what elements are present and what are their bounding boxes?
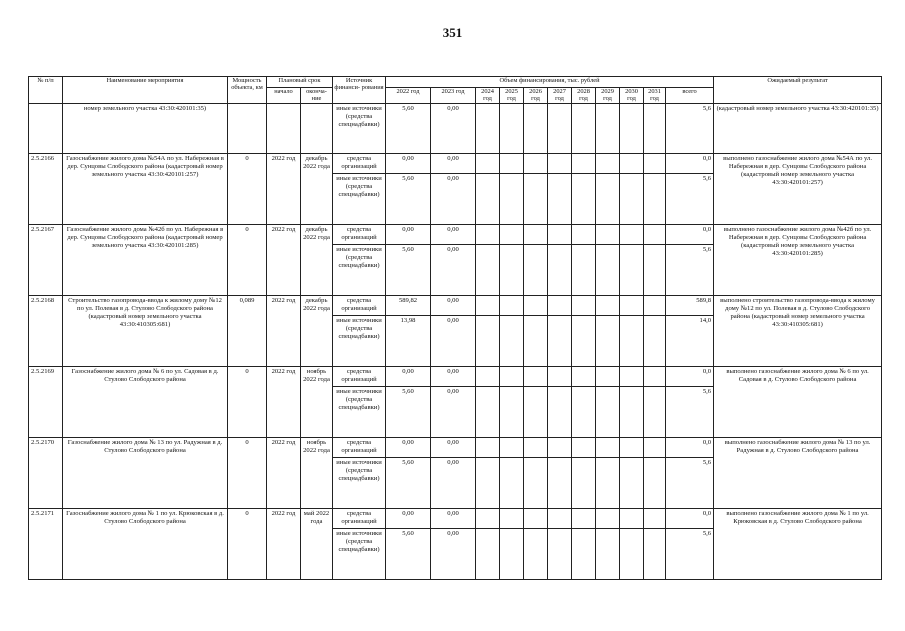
cell-2029	[596, 225, 620, 245]
cell-2029	[596, 154, 620, 174]
cell-2026	[524, 245, 548, 296]
cell-num: 2.5.2170	[29, 438, 63, 509]
cell-source: средства организаций	[333, 225, 386, 245]
table-row	[29, 367, 882, 387]
cell-2023: 0,00	[431, 509, 476, 529]
cell-2028	[572, 245, 596, 296]
cell-num: 2.5.2171	[29, 509, 63, 580]
cell-total: 5,6	[666, 458, 714, 509]
header-name: Наименование мероприятия	[63, 77, 228, 104]
cell-2031	[644, 387, 666, 438]
cell-2028	[572, 104, 596, 154]
header-source: Источник финанси- рования	[333, 77, 386, 104]
cell-2029	[596, 316, 620, 367]
cell-source: средства организаций	[333, 296, 386, 316]
table-row	[29, 509, 882, 529]
cell-2024	[476, 174, 500, 225]
cell-2028	[572, 154, 596, 174]
cell-2029	[596, 387, 620, 438]
cell-source: средства организаций	[333, 438, 386, 458]
cell-2026	[524, 154, 548, 174]
cell-total: 0,0	[666, 225, 714, 245]
cell-2027	[548, 367, 572, 387]
cell-2029	[596, 245, 620, 296]
cell-end: декабрь 2022 года	[301, 225, 333, 296]
cell-2025	[500, 387, 524, 438]
cell-2030	[620, 296, 644, 316]
cell-2031	[644, 529, 666, 580]
cell-2029	[596, 458, 620, 509]
cell-capacity: 0	[228, 367, 267, 438]
financing-table	[28, 76, 882, 580]
cell-2023: 0,00	[431, 104, 476, 154]
cell-2029	[596, 367, 620, 387]
cell-2031	[644, 438, 666, 458]
cell-2023: 0,00	[431, 225, 476, 245]
cell-2028	[572, 458, 596, 509]
cell-2022: 589,82	[386, 296, 431, 316]
cell-2030	[620, 154, 644, 174]
cell-2022: 5,60	[386, 387, 431, 438]
cell-2031	[644, 104, 666, 154]
cell-2022: 13,98	[386, 316, 431, 367]
cell-2025	[500, 104, 524, 154]
header-year-2026: 2026 год	[524, 88, 548, 104]
cell-num: 2.5.2168	[29, 296, 63, 367]
cell-2029	[596, 296, 620, 316]
cell-source: иные источники (средства спецнадбавки)	[333, 174, 386, 225]
cell-2025	[500, 367, 524, 387]
cell-2022: 0,00	[386, 509, 431, 529]
cell-start	[267, 104, 301, 154]
cell-source: иные источники (средства спецнадбавки)	[333, 316, 386, 367]
cell-2030	[620, 316, 644, 367]
header-year-2027: 2027 год	[548, 88, 572, 104]
cell-name: Газоснабжение жилого дома №54А по ул. Набережная в дер. Сунцовы Слободского района (кадастровый номер земельного участка 43:30:420101:257)	[63, 154, 228, 225]
cell-2022: 5,60	[386, 529, 431, 580]
cell-2027	[548, 104, 572, 154]
cell-2028	[572, 509, 596, 529]
table-body	[29, 104, 882, 580]
cell-end	[301, 104, 333, 154]
cell-2028	[572, 296, 596, 316]
cell-2023: 0,00	[431, 387, 476, 438]
cell-name: Газоснабжение жилого дома № 6 по ул. Садовая в д. Стулово Слободского района	[63, 367, 228, 438]
cell-2023: 0,00	[431, 316, 476, 367]
cell-2024	[476, 367, 500, 387]
cell-start: 2022 год	[267, 367, 301, 438]
header-year-2029: 2029 год	[596, 88, 620, 104]
cell-2031	[644, 225, 666, 245]
cell-2030	[620, 225, 644, 245]
cell-name: Газоснабжение жилого дома № 13 по ул. Радужная в д. Стулово Слободского района	[63, 438, 228, 509]
cell-total: 0,0	[666, 367, 714, 387]
cell-total: 5,6	[666, 174, 714, 225]
cell-2024	[476, 438, 500, 458]
cell-2030	[620, 438, 644, 458]
cell-2026	[524, 104, 548, 154]
cell-2026	[524, 529, 548, 580]
cell-2029	[596, 174, 620, 225]
cell-capacity: 0	[228, 438, 267, 509]
cell-2025	[500, 225, 524, 245]
cell-total: 5,6	[666, 387, 714, 438]
cell-2024	[476, 387, 500, 438]
cell-2030	[620, 387, 644, 438]
cell-total: 5,6	[666, 529, 714, 580]
cell-2024	[476, 225, 500, 245]
cell-start: 2022 год	[267, 225, 301, 296]
cell-2030	[620, 104, 644, 154]
cell-2026	[524, 174, 548, 225]
cell-2031	[644, 174, 666, 225]
cell-2028	[572, 367, 596, 387]
cell-start: 2022 год	[267, 296, 301, 367]
cell-source: средства организаций	[333, 154, 386, 174]
cell-2027	[548, 225, 572, 245]
cell-2022: 0,00	[386, 367, 431, 387]
cell-num: 2.5.2167	[29, 225, 63, 296]
cell-2025	[500, 458, 524, 509]
cell-2022: 5,60	[386, 174, 431, 225]
cell-source: иные источники (средства спецнадбавки)	[333, 458, 386, 509]
cell-2026	[524, 438, 548, 458]
cell-2027	[548, 154, 572, 174]
cell-2024	[476, 529, 500, 580]
cell-total: 5,6	[666, 104, 714, 154]
header-year-2030: 2030 год	[620, 88, 644, 104]
cell-2029	[596, 104, 620, 154]
cell-2023: 0,00	[431, 245, 476, 296]
table-row	[29, 154, 882, 174]
cell-2029	[596, 529, 620, 580]
table-row	[29, 438, 882, 458]
cell-2025	[500, 509, 524, 529]
cell-2025	[500, 245, 524, 296]
header-year-2022: 2022 год	[386, 88, 431, 104]
cell-2026	[524, 509, 548, 529]
cell-2027	[548, 509, 572, 529]
cell-2022: 5,60	[386, 245, 431, 296]
cell-2027	[548, 174, 572, 225]
cell-end: май 2022 года	[301, 509, 333, 580]
cell-2031	[644, 458, 666, 509]
cell-total: 589,8	[666, 296, 714, 316]
cell-total: 14,0	[666, 316, 714, 367]
cell-2026	[524, 296, 548, 316]
cell-2031	[644, 316, 666, 367]
cell-2031	[644, 296, 666, 316]
cell-capacity: 0	[228, 509, 267, 580]
cell-2023: 0,00	[431, 529, 476, 580]
header-result: Ожидаемый результат	[714, 77, 882, 104]
cell-2026	[524, 225, 548, 245]
header-year-2031: 2031 год	[644, 88, 666, 104]
cell-2024	[476, 245, 500, 296]
table-row-continuation	[29, 104, 882, 154]
cell-2023: 0,00	[431, 438, 476, 458]
cell-2026	[524, 316, 548, 367]
cell-2028	[572, 225, 596, 245]
cell-2025	[500, 154, 524, 174]
cell-result: выполнено строительство газопровода-ввода к жилому дому №12 по ул. Полевая в д. Стулово Слободского района (кадастровый номер земельного участка 43:30:410305:681)	[714, 296, 882, 367]
cell-2025	[500, 529, 524, 580]
cell-2022: 5,60	[386, 104, 431, 154]
header-year-2023: 2023 год	[431, 88, 476, 104]
cell-2024	[476, 458, 500, 509]
cell-total: 5,6	[666, 245, 714, 296]
cell-2031	[644, 245, 666, 296]
cell-source: средства организаций	[333, 509, 386, 529]
header-year-2024: 2024 год	[476, 88, 500, 104]
cell-2025	[500, 174, 524, 225]
cell-result: (кадастровый номер земельного участка 43:30:420101:35)	[714, 104, 882, 154]
table-row	[29, 225, 882, 245]
cell-2028	[572, 529, 596, 580]
cell-2027	[548, 438, 572, 458]
header-num: № п/п	[29, 77, 63, 104]
cell-2026	[524, 458, 548, 509]
cell-source: иные источники (средства спецнадбавки)	[333, 387, 386, 438]
header-year-2025: 2025 год	[500, 88, 524, 104]
header-year-2028: 2028 год	[572, 88, 596, 104]
cell-2027	[548, 387, 572, 438]
cell-name: Строительство газопровода-ввода к жилому дому №12 по ул. Полевая в д. Стулово Слободского района (кадастровый номер земельного участка 43:30:410305:681)	[63, 296, 228, 367]
cell-result: выполнено газоснабжение жилого дома № 13 по ул. Радужная в д. Стулово Слободского района	[714, 438, 882, 509]
cell-result: выполнено газоснабжение жилого дома №42б по ул. Набережная в дер. Сунцовы Слободского района (кадастровый номер земельного участка 43:30:420101:285)	[714, 225, 882, 296]
cell-2025	[500, 438, 524, 458]
cell-capacity: 0	[228, 225, 267, 296]
header-volume: Объем финансирования, тыс. рублей	[386, 77, 714, 88]
cell-2030	[620, 529, 644, 580]
cell-source: средства организаций	[333, 367, 386, 387]
cell-start: 2022 год	[267, 509, 301, 580]
cell-source: иные источники (средства спецнадбавки)	[333, 104, 386, 154]
cell-name: номер земельного участка 43:30:420101:35)	[63, 104, 228, 154]
cell-2030	[620, 367, 644, 387]
cell-2024	[476, 154, 500, 174]
cell-source: иные источники (средства спецнадбавки)	[333, 529, 386, 580]
cell-end: декабрь 2022 года	[301, 296, 333, 367]
cell-2022: 0,00	[386, 438, 431, 458]
cell-result: выполнено газоснабжение жилого дома № 6 по ул. Садовая в д. Стулово Слободского района	[714, 367, 882, 438]
cell-total: 0,0	[666, 438, 714, 458]
cell-2024	[476, 104, 500, 154]
cell-2023: 0,00	[431, 296, 476, 316]
cell-2024	[476, 509, 500, 529]
cell-2028	[572, 174, 596, 225]
cell-num: 2.5.2166	[29, 154, 63, 225]
header-term-start: начало	[267, 88, 301, 104]
cell-2023: 0,00	[431, 174, 476, 225]
cell-capacity: 0,089	[228, 296, 267, 367]
cell-2026	[524, 367, 548, 387]
cell-2028	[572, 438, 596, 458]
cell-2022: 5,60	[386, 458, 431, 509]
cell-2030	[620, 174, 644, 225]
cell-2028	[572, 387, 596, 438]
cell-2023: 0,00	[431, 458, 476, 509]
table-row	[29, 296, 882, 316]
cell-source: иные источники (средства спецнадбавки)	[333, 245, 386, 296]
cell-2029	[596, 509, 620, 529]
cell-2028	[572, 316, 596, 367]
cell-2031	[644, 154, 666, 174]
cell-2031	[644, 509, 666, 529]
cell-total: 0,0	[666, 509, 714, 529]
cell-2024	[476, 296, 500, 316]
header-term-end: оконча- ние	[301, 88, 333, 104]
cell-2027	[548, 529, 572, 580]
cell-2022: 0,00	[386, 154, 431, 174]
cell-2025	[500, 296, 524, 316]
cell-total: 0,0	[666, 154, 714, 174]
page-number: 351	[442, 25, 463, 40]
cell-end: ноябрь 2022 года	[301, 438, 333, 509]
cell-2024	[476, 316, 500, 367]
cell-2029	[596, 438, 620, 458]
cell-2022: 0,00	[386, 225, 431, 245]
cell-capacity: 0	[228, 154, 267, 225]
header-capacity: Мощность объекта, км	[228, 77, 267, 104]
cell-2027	[548, 458, 572, 509]
header-total: всего	[666, 88, 714, 104]
cell-num: 2.5.2169	[29, 367, 63, 438]
header-term: Плановый срок	[267, 77, 333, 88]
cell-result: выполнено газоснабжение жилого дома № 1 по ул. Крюковская в д. Стулово Слободского района	[714, 509, 882, 580]
cell-2030	[620, 458, 644, 509]
cell-2027	[548, 245, 572, 296]
cell-name: Газоснабжение жилого дома №42б по ул. Набережная в дер. Сунцовы Слободского района (кадастровый номер земельного участка 43:30:420101:285)	[63, 225, 228, 296]
cell-end: декабрь 2022 года	[301, 154, 333, 225]
cell-capacity	[228, 104, 267, 154]
cell-2030	[620, 509, 644, 529]
cell-2023: 0,00	[431, 154, 476, 174]
cell-2027	[548, 296, 572, 316]
cell-2031	[644, 367, 666, 387]
cell-start: 2022 год	[267, 154, 301, 225]
cell-end: ноябрь 2022 года	[301, 367, 333, 438]
cell-name: Газоснабжение жилого дома № 1 по ул. Крюковская в д. Стулово Слободского района	[63, 509, 228, 580]
cell-2030	[620, 245, 644, 296]
cell-result: выполнено газоснабжение жилого дома №54А по ул. Набережная в дер. Сунцовы Слободского района (кадастровый номер земельного участка 43:30:420101:257)	[714, 154, 882, 225]
cell-2023: 0,00	[431, 367, 476, 387]
cell-start: 2022 год	[267, 438, 301, 509]
cell-2026	[524, 387, 548, 438]
cell-2027	[548, 316, 572, 367]
cell-2025	[500, 316, 524, 367]
cell-num	[29, 104, 63, 154]
